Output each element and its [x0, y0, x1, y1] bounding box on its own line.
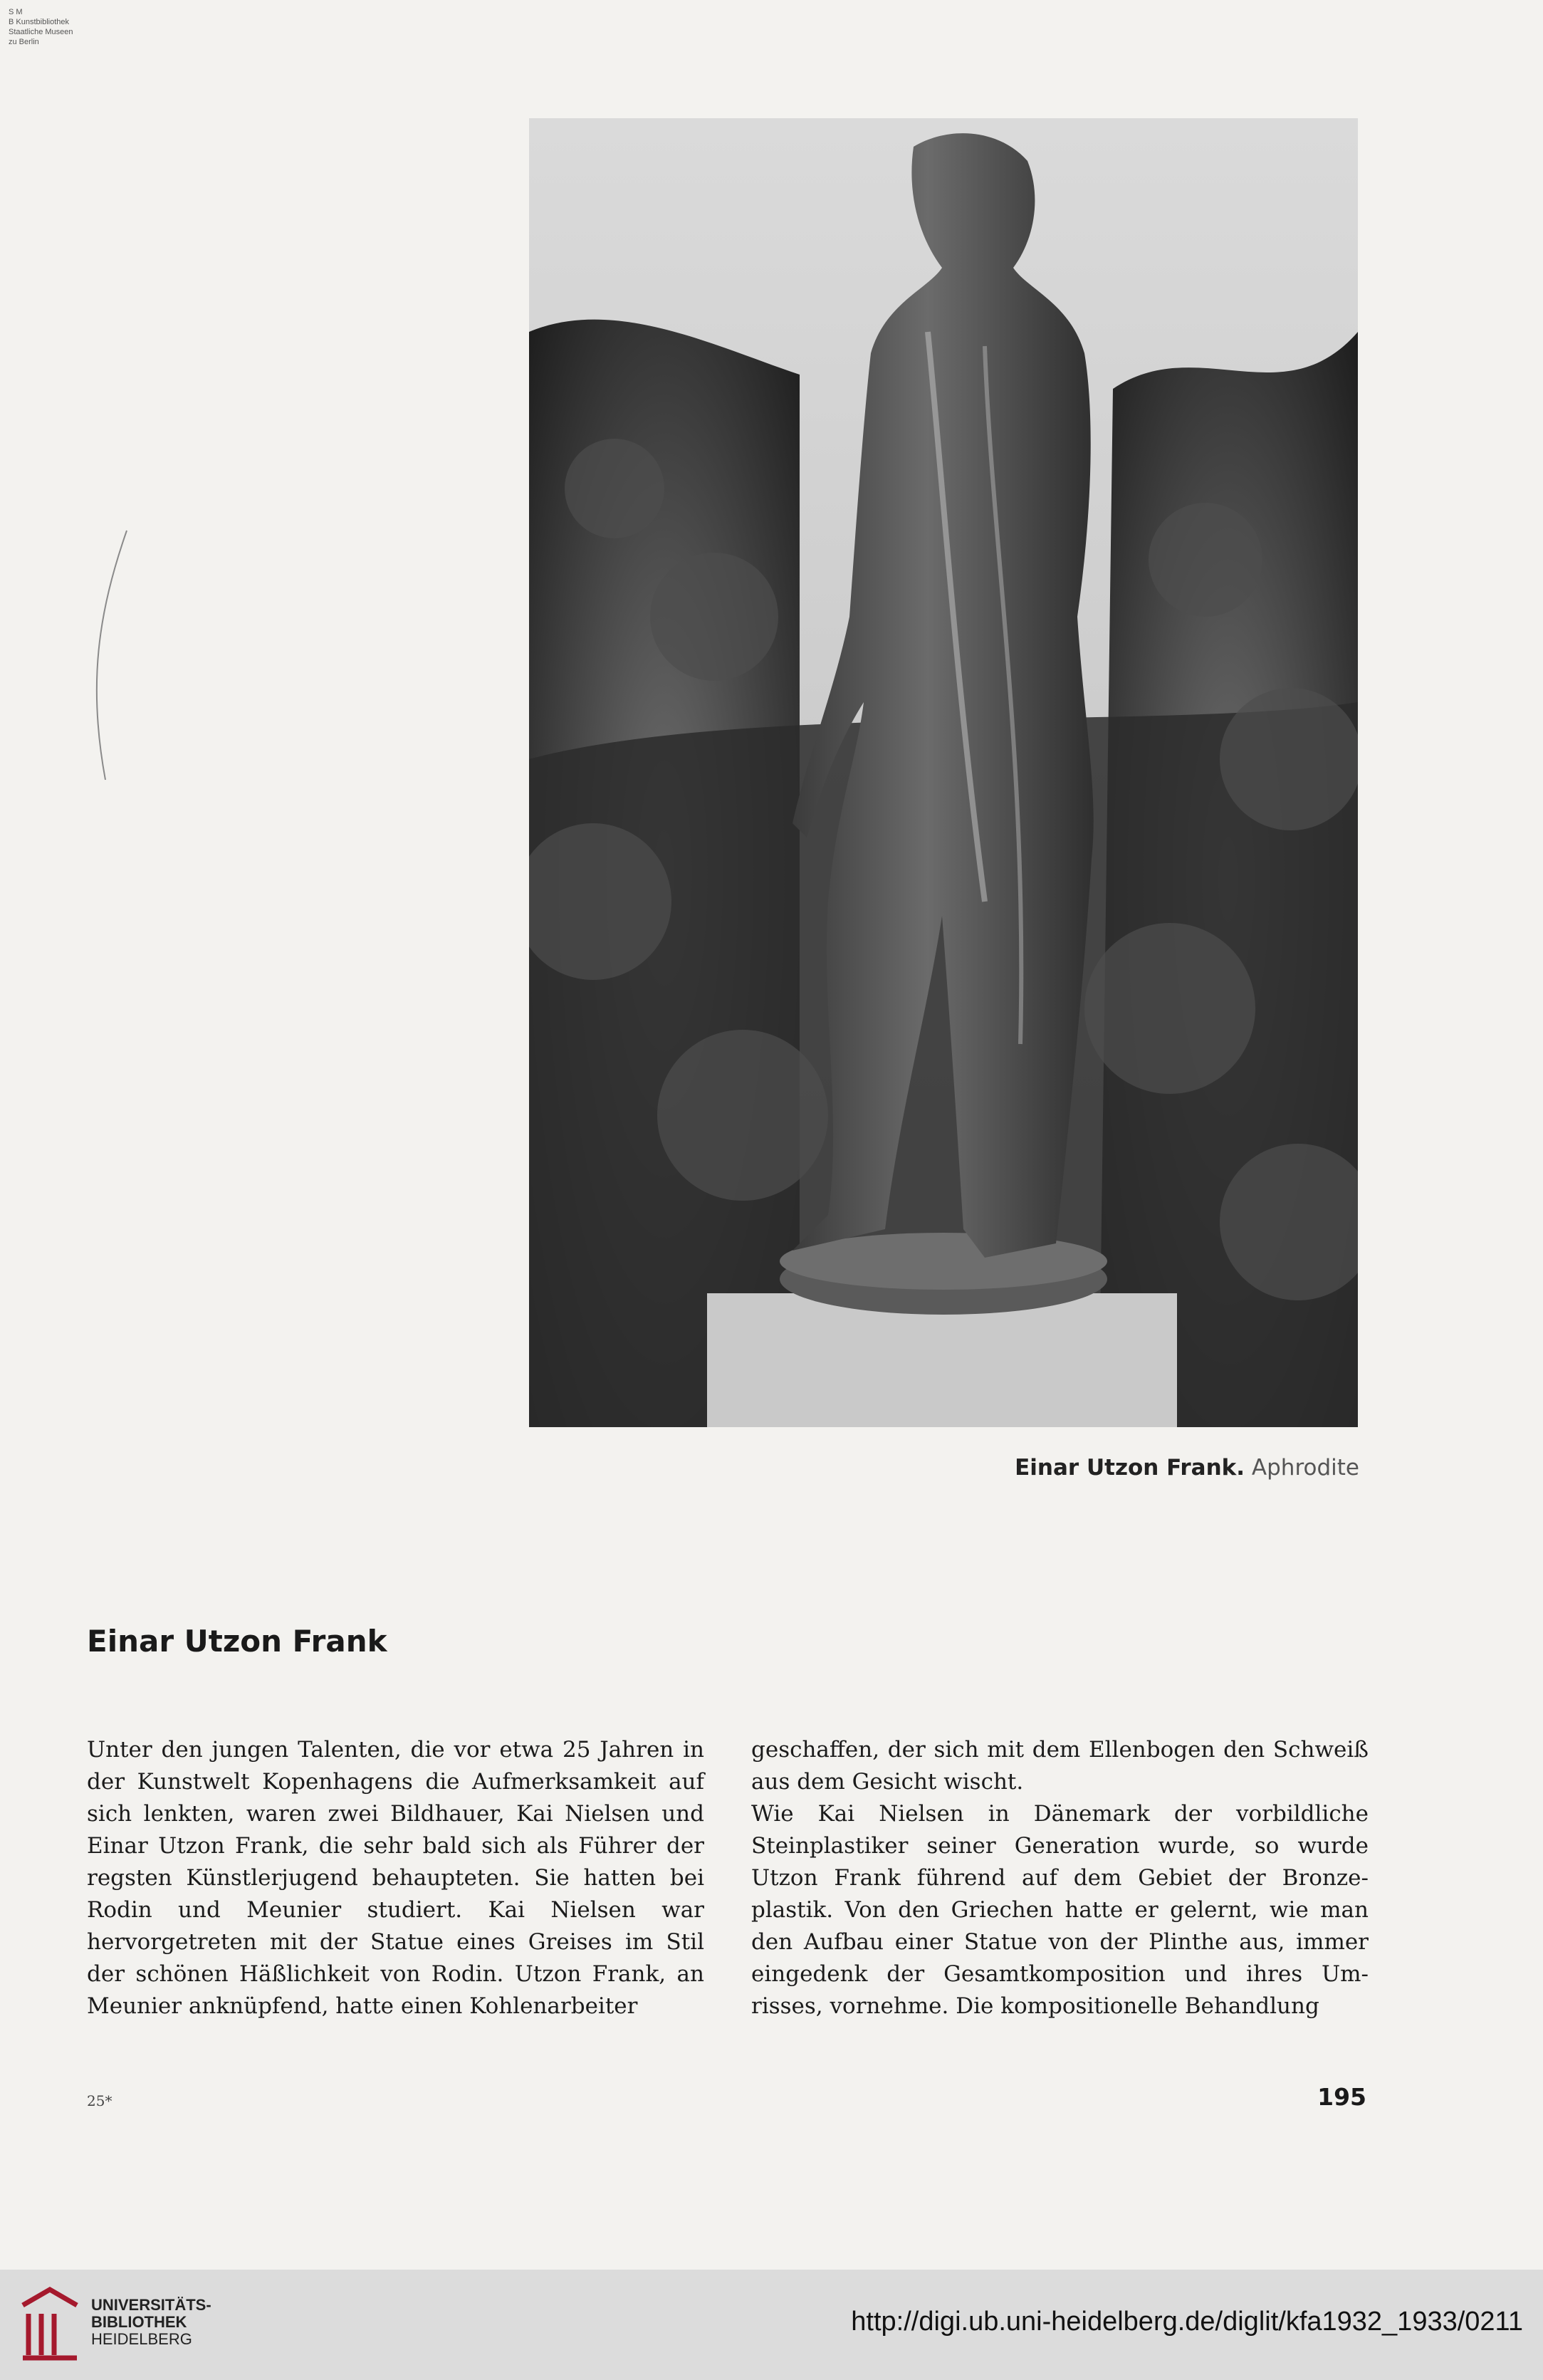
aphrodite-statue-image: [529, 118, 1358, 1427]
pencil-mark: [84, 527, 134, 783]
digitization-footer: [0, 2270, 1543, 2380]
library-name-line: HEIDELBERG: [91, 2330, 192, 2348]
stamp-line: zu Berlin: [9, 38, 39, 46]
stamp-line: B Kunstbibliothek: [9, 18, 69, 26]
stamp-line: S M: [9, 8, 23, 16]
text-column-right: [751, 1734, 1369, 2023]
source-url-link[interactable]: http://digi.ub.uni-heidelberg.de/diglit/kfa1932_1933/0211: [851, 2307, 1523, 2337]
stamp-line: Staatliche Museen: [9, 28, 73, 36]
text-column-left: [87, 1734, 704, 2023]
university-library-logo-icon: [16, 2284, 84, 2364]
figure-caption: [1015, 1455, 1359, 1481]
paragraph: geschaffen, der sich mit dem Ellenbogen den Schweiß aus dem Gesicht wischt.: [751, 1737, 1369, 1795]
caption-artist: Einar Utzon Frank.: [1015, 1455, 1245, 1481]
signature-mark: 25*: [87, 2092, 113, 2109]
library-name: [91, 2297, 211, 2348]
sculpture-photograph: [529, 118, 1358, 1427]
library-name-line: UNIVERSITÄTS-: [91, 2296, 211, 2314]
article-heading: Einar Utzon Frank: [87, 1624, 387, 1659]
paragraph: Unter den jungen Talenten, die vor etwa 25 Jahren in der Kunstwelt Kopenhagens die Aufmerksamkeit auf sich lenkten, waren zwei Bildhauer, Kai Nielsen und Einar Utzon Frank, die sehr bald sich als Führer der regsten Künstlerjugend behaupteten. Sie hatten bei Rodin und Meunier studiert. Kai Nielsen war hervorgetreten mit der Statue eines Greises im Stil der schönen Häßlichkeit von Rodin. Utzon Frank, an Meunier anknüpfend, hatte einen Kohlenarbeiter: [87, 1737, 704, 2019]
page-number: 195: [1317, 2083, 1366, 2111]
paragraph: Wie Kai Nielsen in Dänemark der vorbildliche Steinplastiker seiner Generation wurde, so wurde Utzon Frank führend auf dem Gebiet der Bronzeplastik. Von den Griechen hatte er gelernt, wie man den Aufbau einer Statue von der Plinthe aus, immer eingedenk der Gesamtkomposition und ihres Umrisses, vornehme. Die kompositionelle Behandlung: [751, 1801, 1369, 2019]
caption-work-title: Aphrodite: [1251, 1455, 1359, 1481]
library-name-line: BIBLIOTHEK: [91, 2313, 187, 2331]
library-stamp: [9, 7, 73, 47]
